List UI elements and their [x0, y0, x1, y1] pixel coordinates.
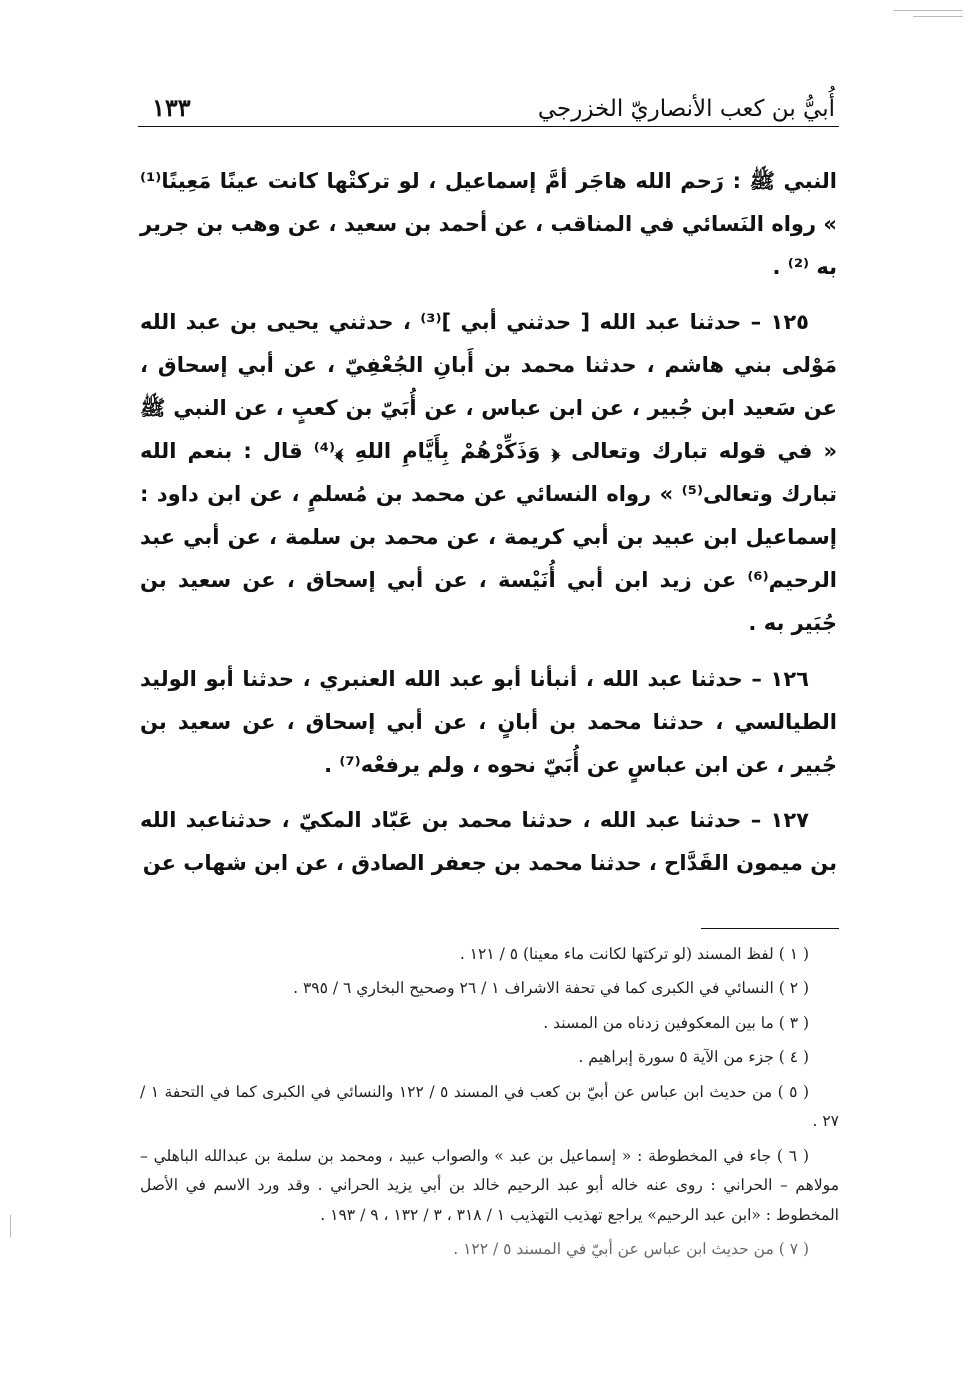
footnote-3: ( ٣ ) ما بين المعكوفين زدناه من المسند .: [543, 1013, 809, 1032]
edge-scan-mark: [10, 1215, 11, 1237]
footnote-4: ( ٤ ) جزء من الآية ٥ سورة إبراهيم .: [578, 1048, 809, 1067]
footnote-7: ( ٧ ) من حديث ابن عباس عن أبيّ في المسند ٥ / ١٢٢ .: [453, 1239, 809, 1258]
footnote-6: ( ٦ ) جاء في المخطوطة : « إسماعيل بن عبد » والصواب عبيد ، ومحمد بن سلمة بن عبدالله الباهلي – مولاهم – الحراني : روى عنه خاله أبو عبد الرحيم خالد بن أبي يزيد الحراني . وقد ورد الاسم في الأصل المخطوط : «ابن عبد الرحيم» يراجع تهذيب التهذيب ١ / ٣١٨ ، ٣ / ١٣٢ ، ٩ / ١٩٣ .: [140, 1146, 839, 1224]
paragraph-127: ١٢٧ – حدثنا عبد الله ، حدثنا محمد بن عَبّاد المكيّ ، حدثناعبد الله بن ميمون القَدَّاح ، حدثنا محمد بن جعفر الصادق ، عن ابن شهاب عن: [140, 807, 837, 875]
main-text: [140, 160, 837, 897]
paragraph-126: ١٢٦ – حدثنا عبد الله ، أنبأنا أبو عبد الله العنبري ، حدثنا أبو الوليد الطيالسي ، حدثنا محمد بن أبانٍ ، عن أبي إسحاق ، عن سعيد بن جُبير ، عن ابن عباسٍ عن أُبَيّ نحوه ، ولم يرفعْه⁽⁷⁾ .: [140, 666, 837, 777]
page-header: [152, 80, 835, 122]
corner-scan-mark: [893, 10, 963, 11]
footnote-1: ( ١ ) لفظ المسند (لو تركتها لكانت ماء معينا) ٥ / ١٢١ .: [459, 945, 809, 963]
running-title: أُبيُّ بن كعب الأنصاريّ الخزرجي: [537, 96, 835, 122]
page-number: ١٣٣: [152, 93, 191, 122]
footnotes: [140, 940, 839, 1269]
paragraph-continuation: النبي ﷺ : رَحم الله هاجَر أمَّ إسماعيل ، لو تركتْها كانت عينًا مَعِينًا⁽¹⁾ » رواه النَسائي في المناقب ، عن أحمد بن سعيد ، عن وهب بن جرير به ⁽²⁾ .: [140, 169, 837, 280]
footnote-5: ( ٥ ) من حديث ابن عباس عن أبيّ بن كعب في المسند ٥ / ١٢٢ والنسائي في الكبرى كما في التحفة ١ / ٢٧ .: [140, 1082, 839, 1131]
header-rule: [138, 126, 839, 127]
footnote-separator: [701, 928, 839, 929]
corner-scan-mark: [913, 16, 963, 17]
paragraph-125: ١٢٥ – حدثنا عبد الله [ حدثني أبي ]⁽³⁾ ، حدثني يحيى بن عبد الله مَوْلى بني هاشم ، حدثنا محمد بن أَبانِ الجُعْفِيّ ، عن أبي إسحاق ، عن سَعيد ابن جُبير ، عن ابن عباس ، عن أُبَيّ بن كعبٍ ، عن النبي ﷺ « في قوله تبارك وتعالى ﴿ وَذَكِّرْهُمْ بِأَيَّامِ اللهِ ﴾⁽⁴⁾ قال : بنعم الله تبارك وتعالى⁽⁵⁾ » رواه النسائي عن محمد بن مُسلمٍ ، عن ابن داود : إسماعيل ابن عبيد بن أبي كريمة ، عن محمد بن سلمة ، عن أبي عبد الرحيم⁽⁶⁾ عن زيد ابن أبي أُنَيْسة ، عن أبي إسحاق ، عن سعيد بن جُبَير به .: [140, 310, 838, 636]
footnote-2: ( ٢ ) النسائي في الكبرى كما في تحفة الاشراف ١ / ٢٦ وصحيح البخاري ٦ / ٣٩٥ .: [293, 979, 809, 998]
